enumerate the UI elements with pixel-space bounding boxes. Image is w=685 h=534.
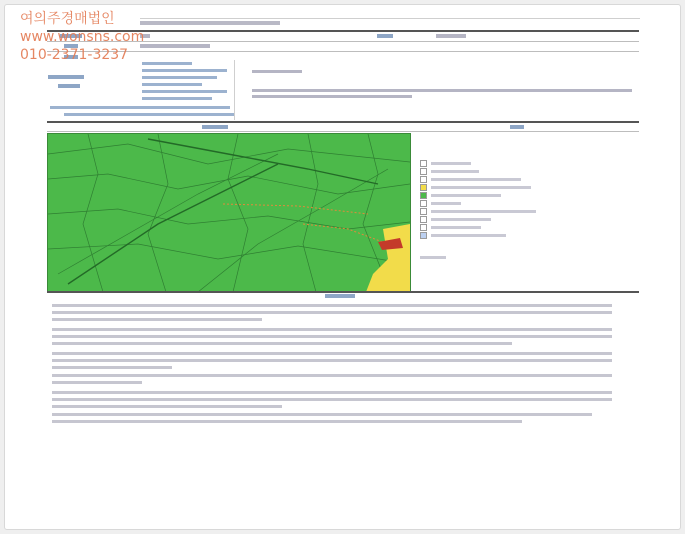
- legend-label: [431, 210, 536, 213]
- legend-item: [420, 208, 536, 214]
- legend-item: [420, 200, 461, 206]
- map-graphic: [48, 134, 410, 292]
- note-line: [52, 318, 262, 321]
- top-rule: [140, 18, 640, 19]
- note-line: [52, 413, 592, 416]
- value-b: [140, 44, 210, 48]
- watermark: [20, 10, 144, 64]
- notes-title: [325, 294, 355, 298]
- legend-label: [431, 186, 531, 189]
- right-label-a: [377, 34, 393, 38]
- note-line: [52, 391, 612, 394]
- land-use-map: [47, 133, 411, 293]
- legend-swatch: [420, 208, 427, 215]
- legend-swatch-blue: [420, 232, 427, 239]
- notice-line-2: [252, 89, 632, 92]
- note-line: [52, 381, 142, 384]
- map-header-rule: [47, 131, 639, 132]
- legend-item: [420, 192, 501, 198]
- legend-label: [431, 178, 521, 181]
- right-value-a: [436, 34, 466, 38]
- zone-line-1: [142, 62, 192, 65]
- legend-label: [431, 202, 461, 205]
- legend-swatch: [420, 200, 427, 207]
- zone-line-6: [142, 97, 212, 100]
- legend-swatch-yellow: [420, 184, 427, 191]
- note-line: [52, 335, 612, 338]
- note-line: [52, 405, 282, 408]
- legend-swatch-green: [420, 192, 427, 199]
- legend-swatch: [420, 168, 427, 175]
- note-line: [52, 420, 522, 423]
- watermark-company: 여의주경매법인: [20, 11, 115, 27]
- legend-footnote: [420, 256, 446, 259]
- note-line: [52, 311, 612, 314]
- zone-line-4: [142, 83, 202, 86]
- legend-swatch: [420, 160, 427, 167]
- legend-item: [420, 224, 481, 230]
- left-label-e: [58, 84, 80, 88]
- note-line: [52, 328, 612, 331]
- legend-label: [431, 194, 501, 197]
- column-divider: [234, 60, 235, 120]
- doc-header-text: [140, 21, 280, 25]
- legend-label: [431, 170, 479, 173]
- legend-item: [420, 216, 491, 222]
- legend-item: [420, 168, 479, 174]
- zone-line-8: [64, 113, 234, 116]
- zone-line-2: [142, 69, 227, 72]
- note-line: [52, 398, 612, 401]
- watermark-phone: 010-2371-3237: [20, 47, 129, 63]
- legend-swatch: [420, 224, 427, 231]
- legend-label: [431, 218, 491, 221]
- legend-swatch: [420, 176, 427, 183]
- zone-line-3: [142, 76, 217, 79]
- map-section-title: [202, 125, 228, 129]
- legend-item: [420, 160, 471, 166]
- legend-item: [420, 184, 531, 190]
- left-label-d: [48, 75, 84, 79]
- legend-label: [431, 162, 471, 165]
- section-rule: [47, 121, 639, 123]
- watermark-website: www.wonsns.com: [20, 29, 145, 45]
- legend-label: [431, 226, 481, 229]
- legend-label: [431, 234, 506, 237]
- note-line: [52, 342, 512, 345]
- note-line: [52, 366, 172, 369]
- note-line: [52, 359, 612, 362]
- zone-line-5: [142, 90, 227, 93]
- note-line: [52, 352, 612, 355]
- legend-item: [420, 232, 506, 238]
- legend-item: [420, 176, 521, 182]
- notice-line-3: [252, 95, 412, 98]
- notice-line-1: [252, 70, 302, 73]
- note-line: [52, 374, 612, 377]
- legend-swatch: [420, 216, 427, 223]
- notes-rule: [47, 291, 639, 293]
- legend-section-title: [510, 125, 524, 129]
- note-line: [52, 304, 612, 307]
- zone-line-7: [50, 106, 230, 109]
